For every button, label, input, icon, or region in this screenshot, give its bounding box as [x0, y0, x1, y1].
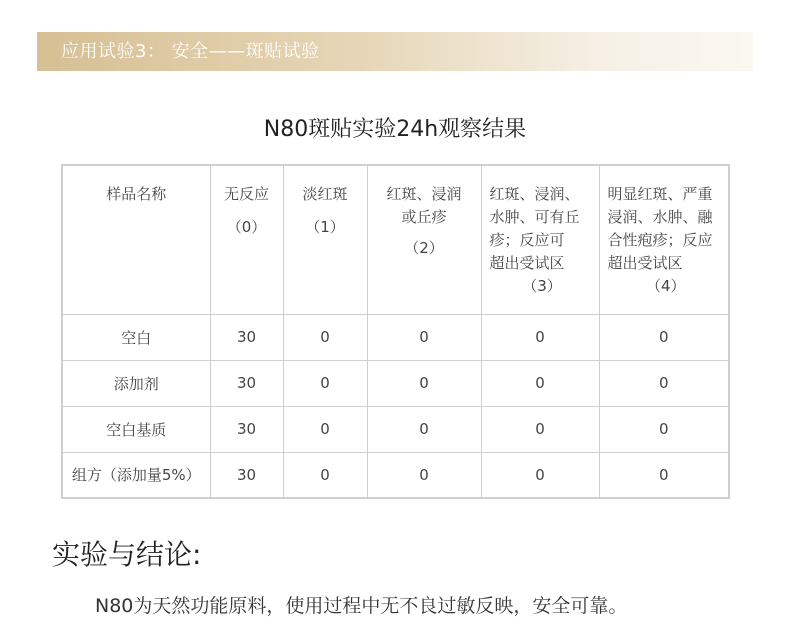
cell-value: 0	[367, 314, 481, 360]
cell-value: 0	[599, 406, 729, 452]
header-level-code: （0）	[226, 218, 267, 236]
cell-value: 0	[283, 314, 367, 360]
conclusion-title: 实验与结论:	[52, 538, 202, 571]
header-level-0	[210, 165, 283, 314]
table-row	[62, 406, 729, 452]
header-level-1	[283, 165, 367, 314]
banner-title: 应用试验3： 安全——斑贴试验	[61, 41, 320, 62]
cell-value: 0	[367, 360, 481, 406]
header-line: 淡红斑	[302, 185, 348, 203]
cell-value: 0	[599, 452, 729, 498]
cell-value: 30	[210, 406, 283, 452]
header-line: 合性疱疹；反应	[607, 231, 713, 249]
header-level-code: （4）	[645, 277, 686, 295]
cell-value: 0	[283, 360, 367, 406]
header-level-code: （2）	[404, 239, 444, 257]
table-row	[62, 314, 729, 360]
header-line: 超出受试区	[607, 254, 683, 272]
results-table	[61, 164, 730, 499]
row-sample-name: 组方（添加量5%）	[62, 452, 210, 498]
header-sample-name	[62, 165, 210, 314]
cell-value: 30	[210, 452, 283, 498]
header-line: 明显红斑、严重	[607, 185, 713, 203]
section-banner	[37, 32, 753, 71]
table-title: N80斑贴实验24h观察结果	[263, 117, 527, 142]
cell-value: 0	[367, 406, 481, 452]
table-header-row	[62, 165, 729, 314]
cell-value: 30	[210, 314, 283, 360]
header-line: 水肿、可有丘	[489, 208, 580, 226]
header-line: 无反应	[223, 185, 269, 203]
header-line: 疹；反应可	[489, 231, 565, 249]
cell-value: 0	[283, 452, 367, 498]
cell-value: 0	[599, 314, 729, 360]
header-level-code: （1）	[305, 218, 345, 236]
header-line: 超出受试区	[489, 254, 565, 272]
header-level-4	[599, 165, 729, 314]
cell-value: 0	[481, 314, 599, 360]
cell-value: 0	[367, 452, 481, 498]
row-sample-name: 空白基质	[62, 406, 210, 452]
conclusion-text: N80为天然功能原料，使用过程中无不良过敏反映，安全可靠。	[95, 595, 628, 617]
header-line: 或丘疹	[401, 208, 447, 226]
table-row	[62, 360, 729, 406]
cell-value: 0	[481, 406, 599, 452]
header-line: 红斑、浸润	[386, 185, 462, 203]
cell-value: 0	[481, 360, 599, 406]
header-level-code: （3）	[522, 277, 562, 295]
cell-value: 0	[599, 360, 729, 406]
header-level-3	[481, 165, 599, 314]
header-line: 样品名称	[106, 185, 167, 203]
row-sample-name: 添加剂	[62, 360, 210, 406]
header-line: 浸润、水肿、融	[607, 208, 713, 226]
header-level-2	[367, 165, 481, 314]
cell-value: 0	[283, 406, 367, 452]
row-sample-name: 空白	[62, 314, 210, 360]
header-line: 红斑、浸润、	[489, 185, 580, 203]
table-row	[62, 452, 729, 498]
cell-value: 0	[481, 452, 599, 498]
cell-value: 30	[210, 360, 283, 406]
